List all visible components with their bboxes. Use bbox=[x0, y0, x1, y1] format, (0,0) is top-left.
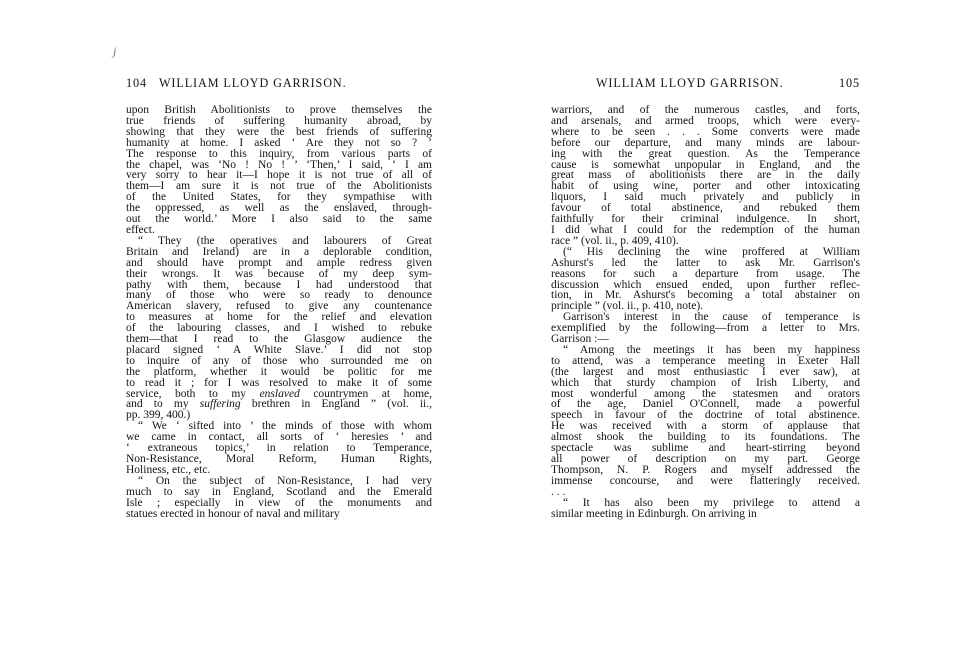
text-line: upon British Abolitionists to prove themselves the bbox=[126, 104, 432, 116]
left-page-header bbox=[126, 76, 432, 96]
paragraph bbox=[126, 476, 432, 520]
text-line: much to say in England, Scotland and the Emerald bbox=[126, 485, 432, 498]
text-line: I did what I could for the redemption of the human bbox=[551, 223, 860, 236]
text-line: true friends of suffering humanity abroad, by bbox=[126, 114, 432, 127]
text-line: all power of description on my part. George bbox=[551, 453, 860, 465]
text-line: we came in contact, all sorts of ‘ heresies ’ and bbox=[126, 431, 432, 444]
margin-mark: j bbox=[113, 44, 117, 58]
text-line: very sorry to hear it—I hope it is not true of all of bbox=[126, 169, 432, 182]
text-line: their wrongs. It was because of my deep sym- bbox=[126, 267, 432, 280]
paragraph bbox=[126, 236, 432, 421]
left-page-number: 104 bbox=[126, 76, 147, 90]
text-line: race ” (vol. ii., p. 409, 410). bbox=[551, 234, 679, 247]
paragraph bbox=[551, 312, 860, 345]
text-line: Non-Resistance, Moral Reform, Human Rights, bbox=[126, 453, 432, 465]
text-line: pathy with them, because I had understood that bbox=[126, 278, 432, 291]
text-line: most wonderful among the statesmen and orators bbox=[551, 387, 860, 400]
text-line: spectacle was sublime and heart-stirring beyond bbox=[551, 442, 860, 455]
paragraph bbox=[551, 345, 860, 498]
right-page-header bbox=[551, 76, 860, 96]
text-line: effect. bbox=[126, 223, 155, 236]
text-line: the platform, whether it would be politic for me bbox=[126, 365, 432, 378]
text-line: to read it ; for I was resolved to make it of some bbox=[126, 376, 432, 389]
text-line: favour of total abstinence, and rebuked them bbox=[551, 202, 860, 215]
text-line: to attend, was a temperance meeting in Exeter Hall bbox=[551, 354, 860, 367]
text-line: discussion which ensued ended, upon further reflec- bbox=[551, 278, 860, 291]
text-line: to measures at home for the relief and elevation bbox=[126, 311, 432, 324]
text-line: “ It has also been my privilege to attend a bbox=[563, 496, 860, 509]
text-line: “ Among the meetings it has been my happiness bbox=[563, 343, 860, 356]
text-line: principle ” (vol. ii., p. 410, note). bbox=[551, 300, 704, 313]
text-line: almost shook the building to its foundations. The bbox=[551, 431, 860, 444]
paragraph bbox=[551, 498, 860, 520]
text-line: Garrison :— bbox=[551, 333, 609, 346]
left-page-body bbox=[126, 105, 432, 519]
text-line: Thompson, N. P. Rogers and myself addressed the bbox=[551, 463, 860, 476]
text-line: placard signed ‘ A White Slave.’ I did not stop bbox=[126, 343, 432, 356]
text-line: He was received with a storm of applause that bbox=[551, 420, 860, 433]
left-running-head: WILLIAM LLOYD GARRISON. bbox=[158, 76, 347, 90]
left-page bbox=[126, 76, 432, 519]
text-line: which that sturdy champion of Irish Liberty, and bbox=[551, 376, 860, 389]
text-line: “ They (the operatives and labourers of Great bbox=[138, 234, 432, 247]
text-line: of the labouring classes, and I wished to rebuke bbox=[126, 322, 432, 335]
text-line: ing with the great question. As the Temperance bbox=[551, 147, 860, 160]
text-line: habit of using wine, porter and other intoxicating bbox=[551, 180, 860, 193]
text-line: to inquire of any of those who surrounded me on bbox=[126, 354, 432, 367]
text-line: speech in favour of the doctrine of total abstinence. bbox=[551, 409, 860, 422]
text-line: Ashurst's led the latter to ask Mr. Garrison's bbox=[551, 256, 860, 269]
text-line: great mass of abolitionists there are in the daily bbox=[551, 169, 860, 182]
text-line: American slavery, refused to give any countenance bbox=[126, 300, 432, 313]
text-line: warriors, and of the numerous castles, and forts, bbox=[551, 104, 860, 116]
paragraph bbox=[551, 247, 860, 312]
text-line: tion, in Mr. Ashurst's becoming a total abstainer on bbox=[551, 289, 860, 302]
text-line: ‘ extraneous topics,’ in relation to Temperance, bbox=[126, 442, 432, 455]
text-line: before our departure, and many minds are labour- bbox=[551, 136, 860, 149]
text-line: similar meeting in Edinburgh. On arriving in bbox=[551, 507, 757, 520]
text-line: where to be seen . . . Some converts were made bbox=[551, 125, 860, 138]
text-line: “ On the subject of Non-Resistance, I had very bbox=[138, 474, 432, 487]
text-line: Holiness, etc., etc. bbox=[126, 463, 211, 476]
text-line: (“ His declining the wine proffered at William bbox=[563, 245, 860, 258]
text-line: showing that they were the best friends of suffering bbox=[126, 125, 432, 138]
text-line: Isle ; especially in view of the monuments and bbox=[126, 496, 432, 509]
right-page-body bbox=[551, 105, 860, 519]
text-line: exemplified by the following—from a letter to Mrs. bbox=[551, 322, 860, 335]
paragraph bbox=[126, 105, 432, 236]
text-line: many of those who were so ready to denounce bbox=[126, 289, 432, 302]
text-line: them—I am sure it is not true of the Abolitionists bbox=[126, 180, 432, 193]
paragraph bbox=[551, 105, 860, 247]
text-line: immense concourse, and were flatteringly received. bbox=[551, 474, 860, 487]
text-line: and to my suffering brethren in England ” (vol. ii., bbox=[126, 398, 432, 411]
right-running-head: WILLIAM LLOYD GARRISON. bbox=[596, 76, 784, 90]
text-line: (the largest and most enthusiastic I ever saw), at bbox=[551, 365, 860, 378]
text-line: Britain and Ireland) are in a deplorable condition, bbox=[126, 245, 432, 258]
text-line: faithfully for their criminal indulgence. In short, bbox=[551, 213, 860, 226]
text-line: reasons for such a departure from usage. The bbox=[551, 267, 860, 280]
text-line: cause is somewhat unpopular in England, and the bbox=[551, 158, 860, 171]
text-line: the oppressed, as well as the enslaved, through- bbox=[126, 202, 432, 215]
text-line: and should have prompt and ample redress given bbox=[126, 256, 432, 269]
text-line: the chapel, was ‘No ! No ! ’ ‘Then,’ I said, ‘ I am bbox=[126, 158, 432, 171]
text-line: of the age, Daniel O'Connell, made a powerful bbox=[551, 398, 860, 411]
text-line: out the world.’ More I also said to the same bbox=[126, 213, 432, 226]
text-line: statues erected in honour of naval and military bbox=[126, 507, 340, 520]
text-line: pp. 399, 400.) bbox=[126, 409, 191, 422]
text-line: and arsenals, and armed troops, which were every- bbox=[551, 114, 860, 127]
text-line: The response to this inquiry, from various parts of bbox=[126, 147, 432, 160]
text-line: Garrison's interest in the cause of temperance is bbox=[563, 311, 860, 324]
text-line: . . . bbox=[551, 485, 566, 498]
paragraph bbox=[126, 421, 432, 476]
text-line: of the United States, for they sympathise with bbox=[126, 191, 432, 204]
text-line: “ We ‘ sifted into ’ the minds of those with whom bbox=[138, 420, 432, 433]
text-line: liquors, I said much privately and publicly in bbox=[551, 191, 860, 204]
text-line: humanity at home. I asked ‘ Are they not so ? ’ bbox=[126, 136, 432, 149]
right-page-number: 105 bbox=[839, 76, 860, 90]
text-line: them—that I read to the Glasgow audience the bbox=[126, 333, 432, 346]
right-page bbox=[551, 76, 860, 519]
text-line: service, both to my enslaved countrymen at home, bbox=[126, 387, 432, 400]
